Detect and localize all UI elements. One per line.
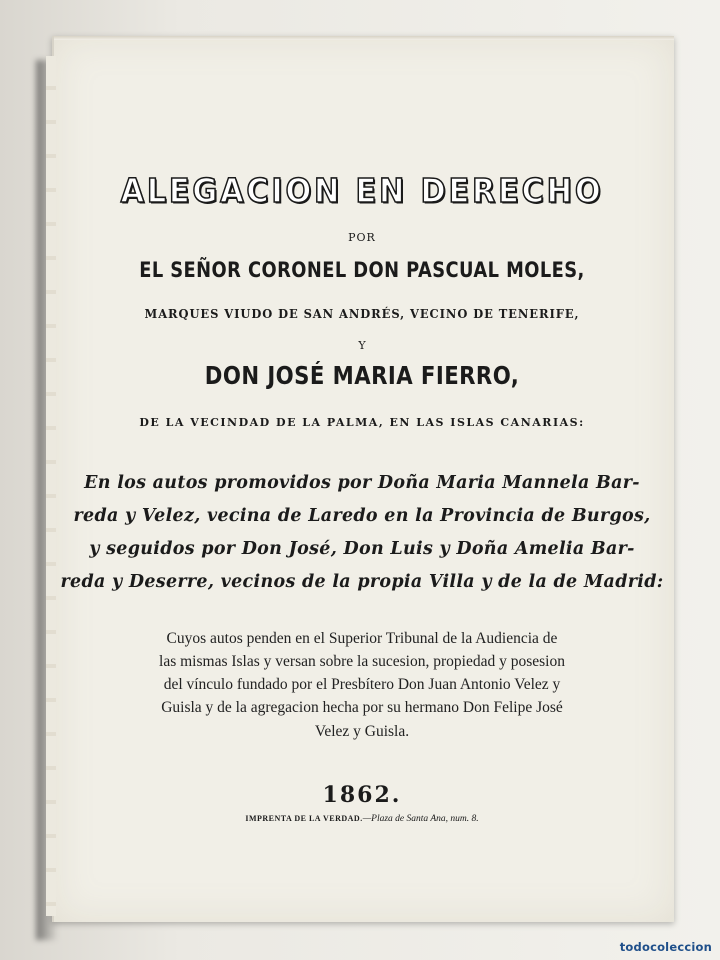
conjunction-label: Y xyxy=(358,339,366,352)
party-one-name: EL SEÑOR CORONEL DON PASCUAL MOLES, xyxy=(139,258,585,282)
party-two-name: DON JOSÉ MARIA FIERRO, xyxy=(204,361,520,390)
body-line: Velez y Guisla. xyxy=(314,723,410,740)
body-line: Cuyos autos penden en el Superior Tribunal de la Audiencia de xyxy=(166,630,558,647)
publication-year: 1862. xyxy=(322,782,402,808)
imprint-line xyxy=(52,814,672,824)
body-line: del vínculo fundado por el Presbítero Don Juan Antonio Velez y xyxy=(163,676,561,693)
party-one-description: MARQUES VIUDO DE SAN ANDRÉS, VECINO DE TENERIFE, xyxy=(144,306,580,321)
party-two-description: DE LA VECINDAD DE LA PALMA, EN LAS ISLAS CANARIAS: xyxy=(139,416,585,429)
document-title: ALEGACION EN DERECHO xyxy=(120,171,604,210)
document-content xyxy=(52,36,672,922)
body-line: las mismas Islas y versan sobre la sucesion, propiedad y posesion xyxy=(159,653,565,670)
watermark-logo: todocoleccion xyxy=(619,940,712,954)
imprint-place: —Plaza de Santa Ana, num. 8. xyxy=(362,814,479,824)
blackletter-line: En los autos promovidos por Doña Maria Mannela Bar- xyxy=(84,473,640,493)
imprint-press: IMPRENTA DE LA VERDAD. xyxy=(245,814,363,823)
blackletter-line: y seguidos por Don José, Don Luis y Doña Amelia Bar- xyxy=(89,539,635,559)
por-label: POR xyxy=(348,231,376,244)
blackletter-line: reda y Velez, vecina de Laredo en la Provincia de Burgos, xyxy=(73,506,651,526)
blackletter-line: reda y Deserre, vecinos de la propia Villa y de la de Madrid: xyxy=(60,572,664,592)
body-line: Guisla y de la agregacion hecha por su hermano Don Felipe José xyxy=(161,699,563,716)
